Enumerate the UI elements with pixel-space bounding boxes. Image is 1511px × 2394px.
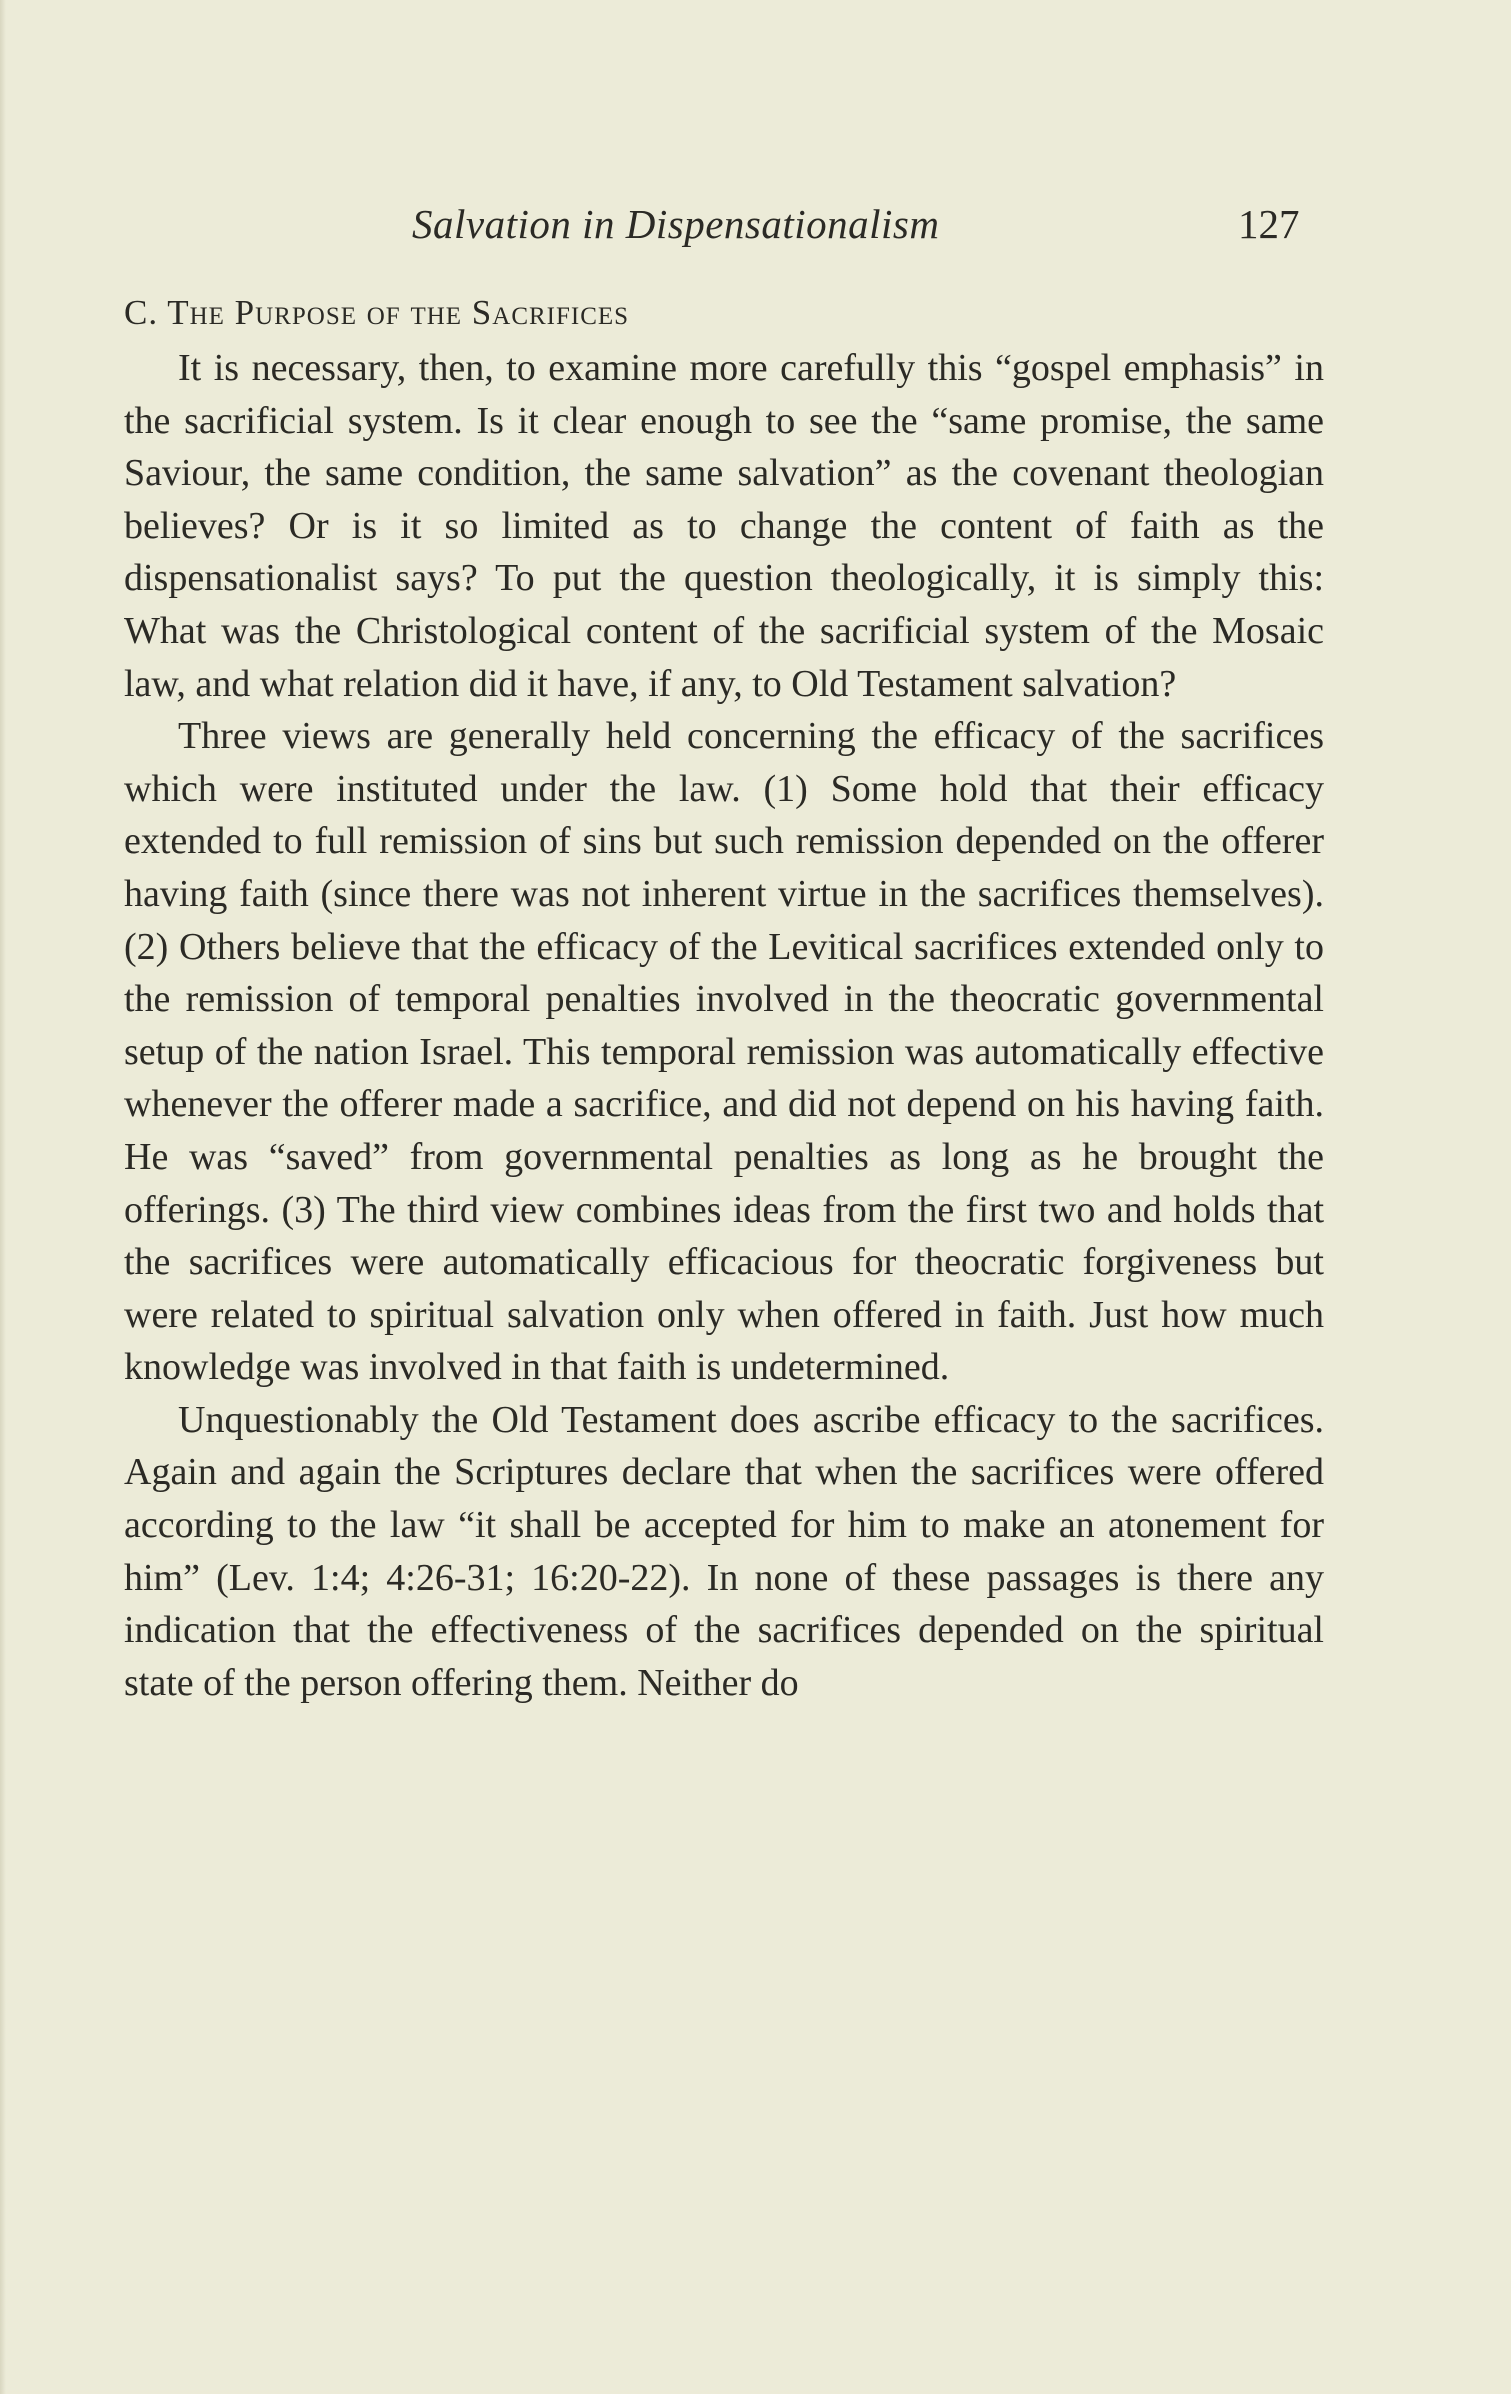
page-edge-shadow xyxy=(0,0,6,2394)
section-heading: C. The Purpose of the Sacrifices xyxy=(124,293,630,332)
page-number: 127 xyxy=(1238,201,1300,247)
paragraph: It is necessary, then, to examine more carefully this “gospel emphasis” in the sacrificial system. Is it clear enough to see the “same promise, the same Saviour, the same condition, the same salvation” as the covenant theologian believes? Or is it so limited as to change the content of faith as the dispensationalist says? To put the question theologically, it is simply this: What was the Christological content of the sacrificial system of the Mosaic law, and what relation did it have, if any, to Old Testament salvation? xyxy=(124,347,1324,705)
running-head xyxy=(124,200,1324,260)
running-head-title: Salvation in Dispensationalism xyxy=(412,201,940,247)
body-text xyxy=(124,342,1324,1709)
paragraph: Three views are generally held concerning the efficacy of the sacrifices which were instituted under the law. (1) Some hold that their efficacy extended to full remission of sins but such remission depended on the offerer having faith (since there was not inherent virtue in the sacrifices themselves). (2) Others believe that the efficacy of the Levitical sacrifices extended only to the remission of temporal penalties involved in the theocratic governmental setup of the nation Israel. This temporal remission was automatically effective whenever the offerer made a sacrifice, and did not depend on his having faith. He was “saved” from governmental penalties as long as he brought the offerings. (3) The third view combines ideas from the first two and holds that the sacrifices were automatically efficacious for theocratic forgiveness but were related to spiritual salvation only when offered in faith. Just how much knowledge was involved in that faith is undetermined. xyxy=(124,715,1324,1389)
paragraph: Unquestionably the Old Testament does ascribe efficacy to the sacrifices. Again and again the Scriptures declare that when the sacrifices were offered according to the law “it shall be accepted for him to make an atonement for him” (Lev. 1:4; 4:26-31; 16:20-22). In none of these passages is there any indication that the effectiveness of the sacrifices depended on the spiritual state of the person offering them. Neither do xyxy=(124,1398,1324,1704)
